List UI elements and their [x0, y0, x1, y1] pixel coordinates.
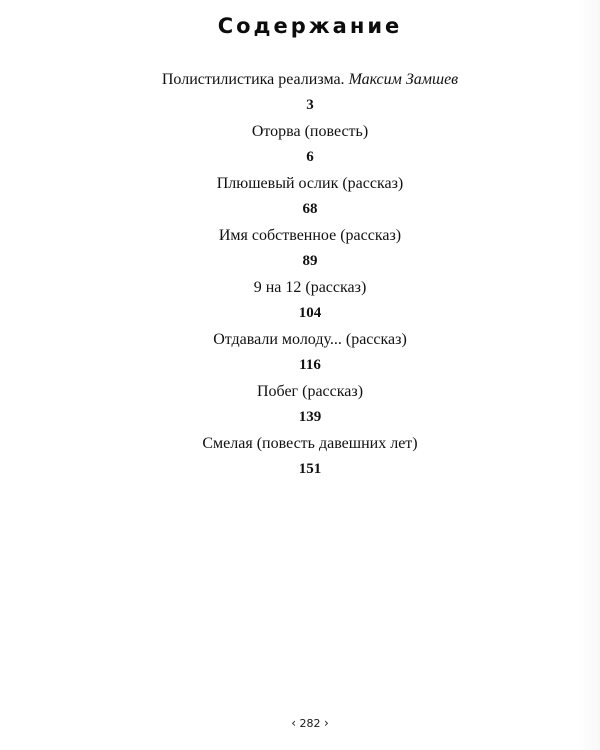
toc-entry-page-number: 89	[302, 253, 318, 269]
toc-entry-page-number: 116	[299, 357, 321, 373]
toc-entry-title: Отдавали молоду... (рассказ)	[213, 331, 407, 348]
toc-entry-page-number: 104	[298, 305, 322, 321]
toc-entry	[0, 327, 600, 377]
toc-entry-title: 9 на 12 (рассказ)	[253, 279, 367, 296]
toc-entry-page-number: 3	[306, 97, 314, 113]
toc-entry	[0, 67, 600, 117]
toc-entry-title-text: Полистилистика реализма.	[161, 71, 345, 88]
folio-open-bracket: ‹	[291, 716, 296, 730]
toc-entry-title: Оторва (повесть)	[251, 123, 369, 140]
toc-entry-page-number: 151	[298, 461, 322, 477]
toc-entry-author: Максим Замшев	[348, 71, 459, 88]
toc-entry-title: Имя собственное (рассказ)	[218, 227, 402, 244]
toc-entry	[0, 119, 600, 169]
toc-entry-title	[0, 67, 600, 93]
toc-entry-page-number: 68	[302, 201, 318, 217]
table-of-contents	[0, 67, 600, 483]
toc-entry	[0, 275, 600, 325]
folio-page-number	[0, 716, 600, 730]
toc-entry-title: Смелая (повесть давешних лет)	[202, 435, 418, 452]
toc-entry-title: Плюшевый ослик (рассказ)	[216, 175, 404, 192]
toc-entry	[0, 223, 600, 273]
toc-entry	[0, 171, 600, 221]
toc-entry-page-number: 6	[306, 149, 314, 165]
toc-entry-title: Побег (рассказ)	[256, 383, 364, 400]
contents-heading: Содержание	[217, 14, 403, 38]
toc-entry-page-number: 139	[298, 409, 322, 425]
folio-number: 282	[299, 717, 321, 730]
toc-entry	[0, 431, 600, 481]
folio-close-bracket: ›	[324, 716, 329, 730]
toc-entry	[0, 379, 600, 429]
